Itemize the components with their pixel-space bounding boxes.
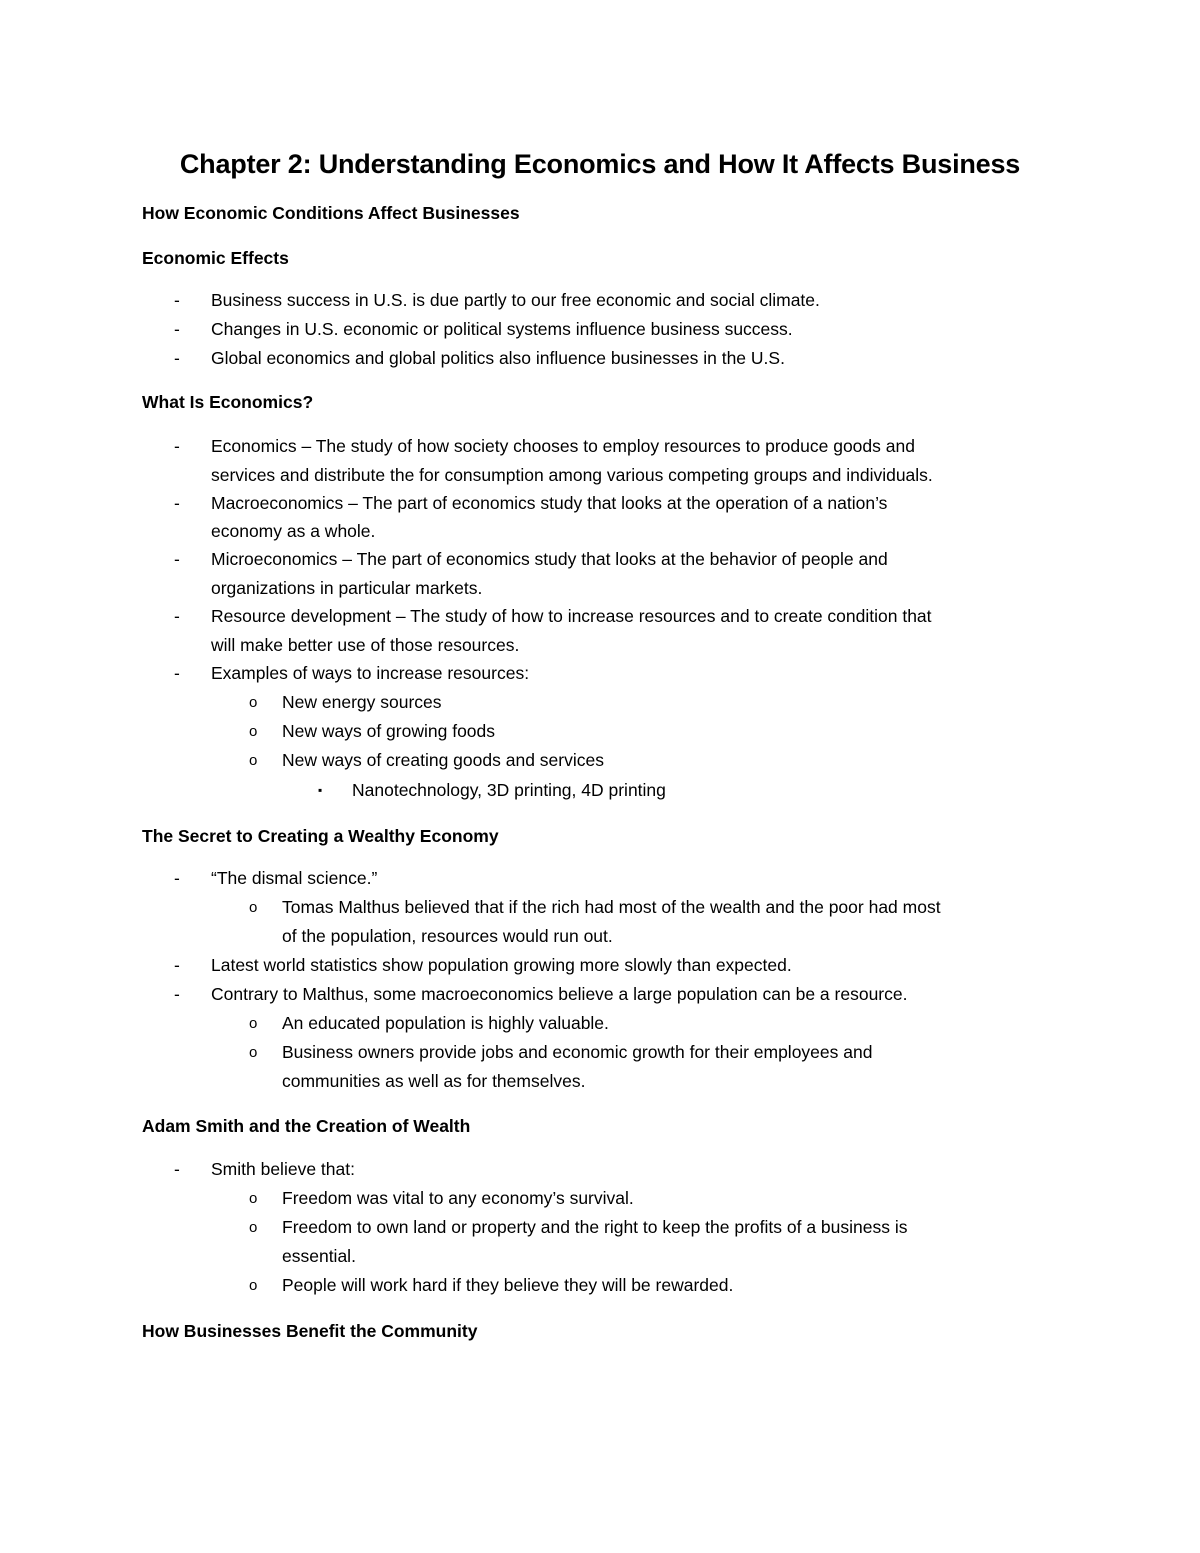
dash-bullet: - [174,549,180,569]
dash-bullet: - [174,436,180,456]
sub-list-item-line: of the population, resources would run out. [282,926,613,946]
list-item: Changes in U.S. economic or political systems influence business success. [211,319,793,339]
list-item: “The dismal science.” [211,868,378,888]
square-bullet: ▪ [318,783,323,797]
circle-bullet: o [249,723,258,740]
dash-bullet: - [174,606,180,626]
section-heading-businesses-benefit: How Businesses Benefit the Community [142,1321,478,1341]
list-item-line: services and distribute the for consumption among various competing groups and individuals. [211,465,933,485]
list-item-line: Economics – The study of how society chooses to employ resources to produce goods and [211,436,915,456]
section-heading-economic-conditions: How Economic Conditions Affect Businesses [142,203,520,223]
sub-list-item: Freedom was vital to any economy’s survival. [282,1188,634,1208]
dash-bullet: - [174,493,180,513]
dash-bullet: - [174,319,180,339]
page-title: Chapter 2: Understanding Economics and How It Affects Business [179,149,1021,179]
list-item-line: organizations in particular markets. [211,578,483,598]
subheading-economic-effects: Economic Effects [142,248,289,268]
dash-bullet: - [174,1159,180,1179]
circle-bullet: o [249,1044,258,1061]
sub-list-item: People will work hard if they believe they will be rewarded. [282,1275,734,1295]
list-item-line: Microeconomics – The part of economics study that looks at the behavior of people and [211,549,888,569]
dash-bullet: - [174,663,180,683]
section-heading-adam-smith: Adam Smith and the Creation of Wealth [142,1116,471,1136]
circle-bullet: o [249,1219,258,1236]
sub-list-item-line: communities as well as for themselves. [282,1071,586,1091]
list-item: Latest world statistics show population growing more slowly than expected. [211,955,792,975]
sub-list-item-line: essential. [282,1246,356,1266]
list-item: Business success in U.S. is due partly to our free economic and social climate. [211,290,820,310]
dash-bullet: - [174,955,180,975]
sub-sub-list-item: Nanotechnology, 3D printing, 4D printing [352,780,666,800]
list-item: Examples of ways to increase resources: [211,663,530,683]
circle-bullet: o [249,1015,258,1032]
circle-bullet: o [249,1277,258,1294]
section-heading-wealthy-economy: The Secret to Creating a Wealthy Economy [142,826,499,846]
list-item-line: Macroeconomics – The part of economics study that looks at the operation of a nation’s [211,493,888,513]
dash-bullet: - [174,348,180,368]
circle-bullet: o [249,694,258,711]
dash-bullet: - [174,868,180,888]
sub-list-item: New energy sources [282,692,442,712]
sub-list-item: New ways of growing foods [282,721,496,741]
sub-list-item-line: Business owners provide jobs and economic growth for their employees and [282,1042,873,1062]
sub-list-item-line: Freedom to own land or property and the right to keep the profits of a business is [282,1217,908,1237]
list-item: Contrary to Malthus, some macroeconomics believe a large population can be a resource. [211,984,908,1004]
sub-list-item-line: Tomas Malthus believed that if the rich had most of the wealth and the poor had most [282,897,941,917]
list-item: Smith believe that: [211,1159,355,1179]
circle-bullet: o [249,752,258,769]
dash-bullet: - [174,984,180,1004]
list-item-line: Resource development – The study of how to increase resources and to create condition that [211,606,932,626]
sub-list-item: An educated population is highly valuable. [282,1013,609,1033]
list-item-line: will make better use of those resources. [211,635,520,655]
dash-bullet: - [174,290,180,310]
circle-bullet: o [249,1190,258,1207]
list-item: Global economics and global politics also influence businesses in the U.S. [211,348,785,368]
list-item-line: economy as a whole. [211,521,376,541]
circle-bullet: o [249,899,258,916]
sub-list-item: New ways of creating goods and services [282,750,604,770]
section-heading-what-is-economics: What Is Economics? [142,392,314,412]
